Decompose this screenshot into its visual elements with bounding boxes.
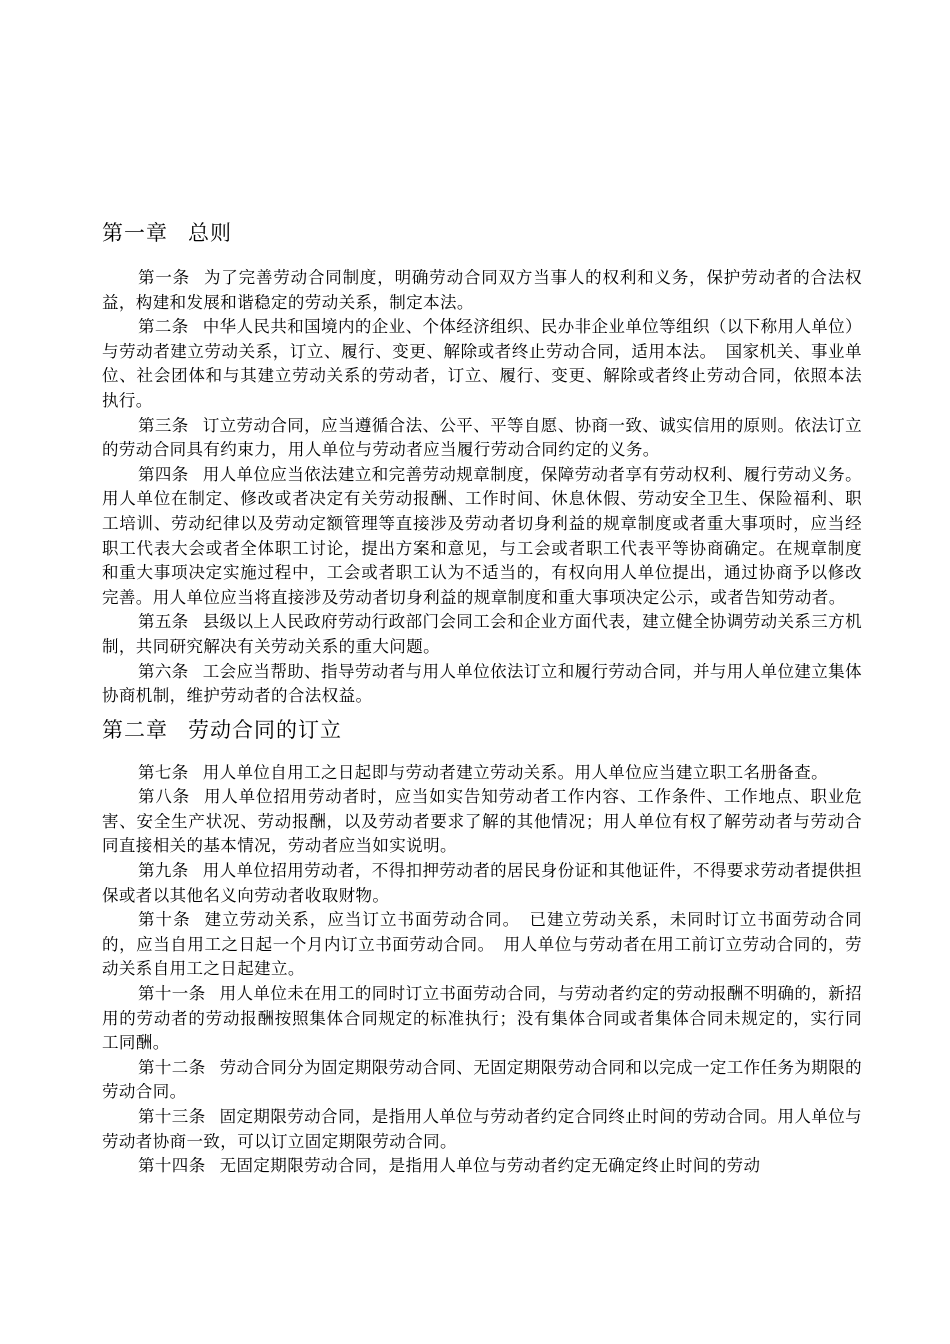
article-7: 第七条 用人单位自用工之日起即与劳动者建立劳动关系。用人单位应当建立职工名册备查。 [138, 762, 829, 782]
article-4: 第四条 用人单位应当依法建立和完善劳动规章制度，保障劳动者享有劳动权利、履行劳动义务。用人单位在制定、修改或者决定有关劳动报酬、工作时间、休息休假、劳动安全卫生、保险福利、职工培训、劳动纪律以及劳动定额管理等直接涉及劳动者切身利益的规章制度或者重大事项时，应当经职工代表大会或者全体职工讨论，提出方案和意见，与工会或者职工代表平等协商确定。在规章制度和重大事项决定实施过程中，工会或者职工认为不适当的，有权向用人单位提出，通过协商予以修改完善。用人单位应当将直接涉及劳动者切身利益的规章制度和重大事项决定公示，或者告知劳动者。 [102, 464, 862, 607]
chapter-1-heading: 第一章 总则 [102, 221, 232, 245]
article-10: 第十条 建立劳动关系，应当订立书面劳动合同。 已建立劳动关系，未同时订立书面劳动合同的，应当自用工之日起一个月内订立书面劳动合同。 用人单位与劳动者在用工前订立劳动合同的，劳动关系自用工之日起建立。 [102, 910, 863, 979]
article-8: 第八条 用人单位招用劳动者时，应当如实告知劳动者工作内容、工作条件、工作地点、职业危害、安全生产状况、劳动报酬，以及劳动者要求了解的其他情况；用人单位有权了解劳动者与劳动合同直接相关的基本情况，劳动者应当如实说明。 [102, 787, 862, 856]
article-3: 第三条 订立劳动合同，应当遵循合法、公平、平等自愿、协商一致、诚实信用的原则。依法订立的劳动合同具有约束力，用人单位与劳动者应当履行劳动合同约定的义务。 [102, 415, 862, 460]
article-5: 第五条 县级以上人民政府劳动行政部门会同工会和企业方面代表，建立健全协调劳动关系三方机制，共同研究解决有关劳动关系的重大问题。 [102, 612, 862, 656]
article-11: 第十一条 用人单位未在用工的同时订立书面劳动合同，与劳动者约定的劳动报酬不明确的，新招用的劳动者的劳动报酬按照集体合同规定的标准执行；没有集体合同或者集体合同未规定的，实行同工同酬。 [102, 984, 862, 1053]
article-6: 第六条 工会应当帮助、指导劳动者与用人单位依法订立和履行劳动合同，并与用人单位建立集体协商机制，维护劳动者的合法权益。 [102, 661, 862, 706]
article-2: 第二条 中华人民共和国境内的企业、个体经济组织、民办非企业单位等组织（以下称用人单位）与劳动者建立劳动关系，订立、履行、变更、解除或者终止劳动合同，适用本法。 国家机关、事业单位、社会团体和与其建立劳动关系的劳动者，订立、履行、变更、解除或者终止劳动合同，依照本法执行。 [102, 317, 862, 410]
article-12: 第十二条 劳动合同分为固定期限劳动合同、无固定期限劳动合同和以完成一定工作任务为期限的劳动合同。 [102, 1057, 862, 1102]
document-page [102, 218, 862, 1179]
article-13: 第十三条 固定期限劳动合同，是指用人单位与劳动者约定合同终止时间的劳动合同。用人单位与劳动者协商一致，可以订立固定期限劳动合同。 [102, 1107, 862, 1151]
article-9: 第九条 用人单位招用劳动者，不得扣押劳动者的居民身份证和其他证件，不得要求劳动者提供担保或者以其他名义向劳动者收取财物。 [102, 861, 862, 905]
article-1: 第一条 为了完善劳动合同制度，明确劳动合同双方当事人的权利和义务，保护劳动者的合法权益，构建和发展和谐稳定的劳动关系，制定本法。 [102, 268, 862, 312]
chapter-2-heading: 第二章 劳动合同的订立 [102, 717, 342, 742]
article-14: 第十四条 无固定期限劳动合同，是指用人单位与劳动者约定无确定终止时间的劳动 [138, 1156, 761, 1176]
